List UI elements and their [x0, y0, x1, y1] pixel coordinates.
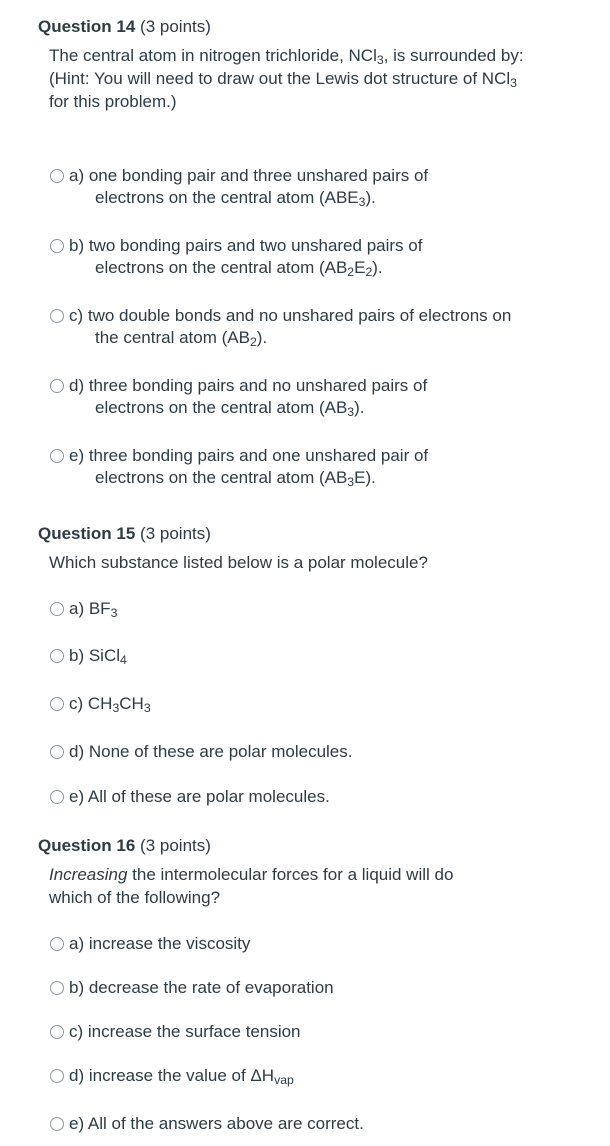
q16-option-b[interactable]: b) decrease the rate of evaporation	[50, 977, 334, 999]
question-14-title	[38, 16, 211, 38]
radio-button[interactable]	[50, 309, 64, 323]
question-number: Question 16	[38, 836, 136, 855]
radio-button[interactable]	[50, 239, 64, 253]
q16-option-c[interactable]: c) increase the surface tension	[50, 1021, 301, 1043]
radio-button[interactable]	[50, 937, 64, 951]
q15-option-e[interactable]: e) All of these are polar molecules.	[50, 786, 330, 808]
radio-button[interactable]	[50, 1117, 64, 1131]
q14-option-b[interactable]: b) two bonding pairs and two unshared pairs of electrons on the central atom $(AB_2E_2)$.	[50, 235, 470, 279]
question-16-title	[38, 835, 211, 857]
question-15-title	[38, 523, 211, 545]
radio-button[interactable]	[50, 449, 64, 463]
q15-option-a[interactable]: a) $BF_3$	[50, 598, 117, 620]
question-number: Question 15	[38, 524, 136, 543]
radio-button[interactable]	[50, 1025, 64, 1039]
question-15-stem: Which substance listed below is a polar molecule?	[49, 553, 428, 572]
radio-button[interactable]	[50, 649, 64, 663]
q15-option-c[interactable]: c) $CH_3CH_3$	[50, 693, 151, 715]
radio-button[interactable]	[50, 745, 64, 759]
q16-option-e[interactable]: e) All of the answers above are correct.	[50, 1113, 364, 1135]
radio-button[interactable]	[50, 790, 64, 804]
radio-button[interactable]	[50, 169, 64, 183]
question-16-stem: Increasing the intermolecular forces for a liquid will do which of the following?	[49, 865, 454, 907]
q14-option-c[interactable]: c) two double bonds and no unshared pairs of electrons on the central atom $(AB_2)$.	[50, 305, 530, 349]
q15-option-d[interactable]: d) None of these are polar molecules.	[50, 741, 353, 763]
q14-option-e[interactable]: e) three bonding pairs and one unshared pair of electrons on the central atom $(AB_3E)$.	[50, 445, 470, 489]
radio-button[interactable]	[50, 697, 64, 711]
q16-option-d[interactable]: d) increase the value of $\Delta H_{vap}$	[50, 1065, 294, 1087]
radio-button[interactable]	[50, 1069, 64, 1083]
q16-option-a[interactable]: a) increase the viscosity	[50, 933, 250, 955]
radio-button[interactable]	[50, 981, 64, 995]
question-14-stem: The central atom in nitrogen trichloride, NCl$_3$, is surrounded by: (Hint: You will need to draw out the Lewis dot structure of NCl$_3$ for this problem.)	[49, 46, 524, 111]
question-number: Question 14	[38, 17, 136, 36]
question-points: (3 points)	[140, 524, 211, 543]
q15-option-b[interactable]: b) SiCl$_4$	[50, 645, 127, 667]
q14-option-d[interactable]: d) three bonding pairs and no unshared pairs of electrons on the central atom $(AB_3)$.	[50, 375, 470, 419]
radio-button[interactable]	[50, 602, 64, 616]
question-points: (3 points)	[140, 836, 211, 855]
radio-button[interactable]	[50, 379, 64, 393]
question-points: (3 points)	[140, 17, 211, 36]
q14-option-a[interactable]: a) one bonding pair and three unshared pairs of electrons on the central atom $(ABE_3)$.	[50, 165, 470, 209]
